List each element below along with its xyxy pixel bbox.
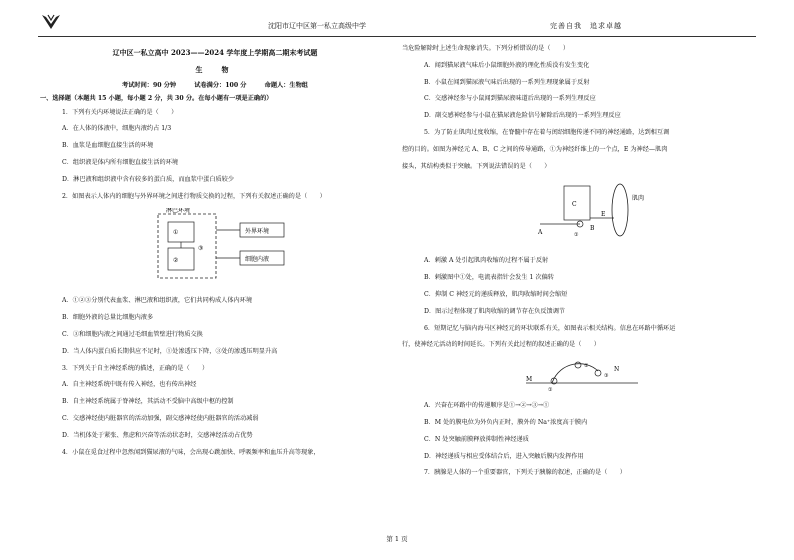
page-number: 第 1 页 [386, 535, 408, 543]
option-line: C．③和细胞内液之间通过毛细血管壁进行物质交换 [62, 330, 203, 338]
school-motto: 完善自我 追求卓越 [550, 22, 622, 30]
option-line: D．淋巴液和组织液中含有较多的蛋白质，而血浆中蛋白质较少 [62, 175, 235, 183]
muscle-label: 肌肉 [632, 195, 645, 203]
option-line: D．副交感神经参与小鼠在猫尿液危险信号解除后出现的一系列生理反应 [424, 112, 621, 120]
question-line: 7．胰腺是人体的一个重要器官，下列关于胰腺的叙述，正确的是（ ） [424, 469, 626, 477]
exam-subject: 生 物 [195, 64, 235, 74]
option-line: A．刺激 A 处引起肌肉收缩的过程不属于反射 [424, 257, 549, 265]
exam-title: 辽中区一私立高中 2023——2024 学年度上学期高二期末考试题 [112, 48, 318, 57]
option-line: B．小鼠在闻到猫尿液气味后出现的一系列生理现象属于反射 [424, 78, 590, 86]
dashed-environment-box [158, 214, 216, 278]
junction-e-label: E [601, 211, 606, 219]
point-n-label: N [614, 366, 620, 374]
neuron-two [575, 362, 581, 368]
question-line: 3．下列关于自主神经系统的描述，正确的是（ ） [62, 364, 209, 372]
option-line: B．细胞外液的总量比细胞内液多 [62, 314, 154, 322]
text-line: 行，使神经元活动的时间延长。下列有关此过程的叙述正确的是（ ） [402, 341, 600, 349]
section-heading: 一、选择题（本题共 15 小题，每小题 2 分，共 30 分。在每小题有一项是正确的） [40, 95, 273, 103]
school-logo-icon [40, 13, 62, 31]
outside-env-label: 外界环境 [245, 228, 270, 236]
spinal-cord-box [564, 186, 590, 220]
question-block [402, 44, 760, 171]
option-line: B．自主神经系统属于脊神经，其活动不受脑中高级中枢的控制 [62, 398, 234, 406]
question-block [402, 401, 760, 477]
muscle-shape [612, 184, 628, 236]
option-line: D．神经递质与相应受体结合后，进入突触后膜内发挥作用 [424, 452, 584, 460]
outer-label: 淋巴环境 [166, 208, 191, 215]
cell-fluid-label: 细胞内液 [245, 256, 270, 264]
neuron-one-label: ① [548, 387, 553, 394]
figure-memory-loop [402, 357, 760, 393]
option-line: B．刺激图中①处，电流表指针会发生 1 次偏转 [424, 274, 554, 282]
neuron-two-label: ② [584, 363, 589, 370]
option-line: C．组织液是体内所有细胞直接生活的环境 [62, 158, 179, 166]
option-line: C．交感神经使内脏器官的活动加强，副交感神经使内脏器官的活动减弱 [62, 414, 259, 422]
right-column [402, 44, 760, 485]
left-column [40, 44, 390, 464]
option-line: A．自主神经系统中既有传入神经，也有传出神经 [62, 381, 197, 389]
figure-body-fluid-exchange [40, 208, 390, 288]
figure-neuron-pathway [402, 178, 760, 248]
option-line: D．当机体处于紧张、焦虑和兴奋等活动状态时，交感神经活动占优势 [62, 431, 253, 439]
fluid-label-3: ③ [198, 245, 204, 253]
question-line: 2．如图表示人体内的细胞与外界环境之间进行物质交换的过程，下列有关叙述正确的是（ ） [62, 192, 326, 200]
option-line: A．兴奋在环路中的传递顺序是①→②→③→① [424, 402, 550, 410]
question-line: 4．小鼠在觅食过程中忽然闻到猫尿液的气味，会出现心跳加快、呼吸频率和血压升高等现象， [62, 448, 320, 456]
exam-info [40, 81, 390, 90]
exam-score: 试卷满分：100 分 [194, 82, 247, 89]
neuron-c-label: C [572, 201, 577, 209]
fluid-box-1 [168, 222, 194, 242]
option-line: B．M 处的膜电位为外负内正时，膜外的 Na⁺浓度高于膜内 [424, 418, 588, 426]
text-line: 当危险解除时上述生命现象消失。下列分析错误的是（ ） [402, 45, 570, 52]
question-block [402, 256, 760, 349]
option-line: B．血浆是血细胞直接生活的环境 [62, 142, 154, 150]
fluid-label-2: ② [173, 257, 179, 265]
neuron-pathway-diagram [402, 178, 760, 248]
option-line: C．交感神经参与小鼠闻到猫尿液味道后出现的一系列生理反应 [424, 95, 596, 103]
neuron-b-label: B [590, 225, 595, 233]
exam-author: 命题人：生物组 [264, 82, 308, 89]
question-block [40, 296, 390, 456]
text-line: 接头，其结构类似于突触。下列说法错误的是（ ） [402, 162, 551, 170]
option-line: A．闻到猫尿液气味后小鼠细胞外液的理化性质没有发生变化 [424, 61, 590, 69]
neuron-three-label: ③ [604, 373, 609, 380]
question-line: 5．为了防止肌肉过度收缩，在脊髓中存在着与闰绍细胞传递不同的神经通路，达到相互调 [424, 128, 670, 136]
neuron-a-label: A [538, 229, 543, 237]
question-block [40, 108, 390, 201]
option-line: D．图示过程体现了肌肉收缩的调节存在负反馈调节 [424, 307, 566, 315]
option-line: C．抑制 C 神经元的递质释放，肌肉收缩时间会缩短 [424, 290, 568, 298]
memory-loop-diagram [402, 357, 760, 393]
point-one-label: ① [574, 232, 579, 239]
option-line: A．①②③分别代表血浆、淋巴液和组织液，它们共同构成人体内环境 [62, 297, 253, 305]
exam-time: 考试时间：90 分钟 [122, 82, 177, 89]
fluid-box-2 [168, 248, 194, 270]
question-line: 1．下列有关内环境说法正确的是（ ） [62, 108, 178, 116]
fluid-label-1: ① [173, 229, 179, 237]
option-line: D．当人体内蛋白质长期供应不足时，①处渗透压下降，③处的渗透压明显升高 [62, 347, 278, 355]
point-m-label: M [526, 376, 533, 384]
option-line: A．在人体的体液中，细胞内液约占 1/3 [62, 125, 172, 133]
option-line: C．N 处突触前膜释放抑制性神经递质 [424, 435, 529, 443]
school-name: 沈阳市辽中区第一私立高级中学 [268, 22, 366, 30]
text-line: 控的目的。如图为神经元 A、B、C 之间的传导通路，①为神经纤维上的一个点，E 为神经—肌肉 [402, 145, 668, 153]
body-fluid-diagram [40, 208, 390, 288]
question-line: 6．短期记忆与脑内海马区神经元的环状联系有关，如图表示相关结构。信息在环路中循环运 [424, 324, 676, 332]
page-header [38, 10, 756, 37]
loop-arc [552, 364, 598, 383]
